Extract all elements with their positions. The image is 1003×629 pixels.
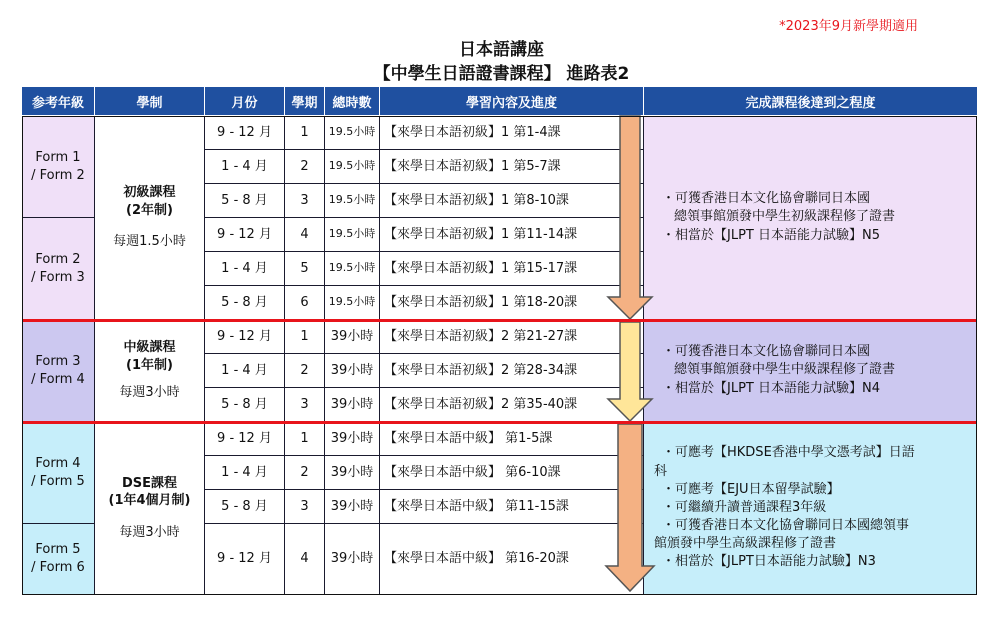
intermediate-result: ・可獲香港日本文化協會聯同日本國 總領事館頒發中學生中級課程修了證書 ・相當於【JLPT 日本語能力試驗】N4 bbox=[644, 320, 977, 422]
term-cell: 6 bbox=[285, 286, 325, 320]
dse-result: ・可應考【HKDSE香港中學文憑考試】日語 科 ・可應考【EJU日本留學試驗】 ・可繼續升讀普通課程3年級 ・可獲香港日本文化協會聯同日本國總領事 館頒發中學生高級課程修了證書 ・相當於【JLPT日本語能力試驗】N3 bbox=[644, 422, 977, 595]
header-content: 學習內容及進度 bbox=[380, 87, 644, 115]
content-cell: 【來學日本語初級】2 第21-27課 bbox=[380, 320, 644, 354]
month-cell: 9 - 12 月 bbox=[205, 116, 285, 150]
course-duration: (1年4個月制) bbox=[108, 493, 191, 509]
content-cell: 【來學日本語中級】 第6-10課 bbox=[380, 456, 644, 490]
hours-cell: 39小時 bbox=[325, 490, 380, 524]
month-cell: 9 - 12 月 bbox=[205, 320, 285, 354]
hours-cell: 19.5小時 bbox=[325, 218, 380, 252]
content-cell: 【來學日本語中級】 第1-5課 bbox=[380, 422, 644, 456]
header-system: 學制 bbox=[95, 87, 205, 115]
term-cell: 1 bbox=[285, 320, 325, 354]
term-cell: 2 bbox=[285, 456, 325, 490]
content-cell: 【來學日本語初級】2 第35-40課 bbox=[380, 388, 644, 422]
content-cell: 【來學日本語初級】1 第18-20課 bbox=[380, 286, 644, 320]
form-3-4-cell: Form 3 / Form 4 bbox=[22, 320, 95, 422]
month-cell: 9 - 12 月 bbox=[205, 218, 285, 252]
dse-course-cell bbox=[95, 422, 205, 595]
month-cell: 5 - 8 月 bbox=[205, 286, 285, 320]
page-subtitle: 【中學生日語證書課程】 進路表2 bbox=[373, 64, 630, 84]
hours-cell: 39小時 bbox=[325, 354, 380, 388]
term-cell: 5 bbox=[285, 252, 325, 286]
content-cell: 【來學日本語中級】 第11-15課 bbox=[380, 490, 644, 524]
hours-cell: 39小時 bbox=[325, 524, 380, 595]
header-hours: 總時數 bbox=[325, 87, 380, 115]
course-duration: (1年制) bbox=[126, 357, 173, 373]
hours-cell: 39小時 bbox=[325, 320, 380, 354]
intermediate-course-cell bbox=[95, 320, 205, 422]
hours-cell: 39小時 bbox=[325, 388, 380, 422]
content-cell: 【來學日本語初級】1 第8-10課 bbox=[380, 184, 644, 218]
hours-cell: 19.5小時 bbox=[325, 252, 380, 286]
course-name: 中級課程 bbox=[123, 340, 176, 356]
content-cell: 【來學日本語初級】1 第15-17課 bbox=[380, 252, 644, 286]
hours-cell: 19.5小時 bbox=[325, 150, 380, 184]
month-cell: 1 - 4 月 bbox=[205, 354, 285, 388]
content-cell: 【來學日本語中級】 第16-20課 bbox=[380, 524, 644, 595]
form-1-2-cell: Form 1 / Form 2 bbox=[22, 116, 95, 218]
term-cell: 2 bbox=[285, 150, 325, 184]
month-cell: 9 - 12 月 bbox=[205, 524, 285, 595]
form-4-5-cell: Form 4 / Form 5 bbox=[22, 422, 95, 524]
term-cell: 4 bbox=[285, 524, 325, 595]
month-cell: 1 - 4 月 bbox=[205, 150, 285, 184]
hours-cell: 39小時 bbox=[325, 422, 380, 456]
month-cell: 5 - 8 月 bbox=[205, 388, 285, 422]
course-duration: (2年制) bbox=[126, 202, 173, 218]
term-cell: 1 bbox=[285, 116, 325, 150]
month-cell: 5 - 8 月 bbox=[205, 490, 285, 524]
separator-2 bbox=[22, 421, 977, 424]
form-2-3-cell: Form 2 / Form 3 bbox=[22, 218, 95, 320]
separator-1 bbox=[22, 319, 977, 322]
term-cell: 1 bbox=[285, 422, 325, 456]
hours-cell: 19.5小時 bbox=[325, 286, 380, 320]
header-result: 完成課程後達到之程度 bbox=[644, 87, 977, 115]
month-cell: 1 - 4 月 bbox=[205, 252, 285, 286]
term-cell: 4 bbox=[285, 218, 325, 252]
header-grade: 参考年級 bbox=[22, 87, 95, 115]
course-name: DSE課程 bbox=[121, 475, 178, 491]
content-cell: 【來學日本語初級】1 第1-4課 bbox=[380, 116, 644, 150]
weekly-hours: 每週3小時 bbox=[119, 524, 180, 540]
header-term: 學期 bbox=[285, 87, 325, 115]
beginner-course-cell bbox=[95, 116, 205, 320]
term-cell: 2 bbox=[285, 354, 325, 388]
beginner-result: ・可獲香港日本文化協會聯同日本國 總領事館頒發中學生初級課程修了證書 ・相當於【JLPT 日本語能力試驗】N5 bbox=[644, 116, 977, 320]
semester-note: *2023年9月新學期適用 bbox=[779, 19, 918, 34]
hours-cell: 39小時 bbox=[325, 456, 380, 490]
content-cell: 【來學日本語初級】2 第28-34課 bbox=[380, 354, 644, 388]
month-cell: 9 - 12 月 bbox=[205, 422, 285, 456]
header-month: 月份 bbox=[205, 87, 285, 115]
term-cell: 3 bbox=[285, 490, 325, 524]
hours-cell: 19.5小時 bbox=[325, 184, 380, 218]
weekly-hours: 每週1.5小時 bbox=[113, 234, 186, 250]
month-cell: 1 - 4 月 bbox=[205, 456, 285, 490]
month-cell: 5 - 8 月 bbox=[205, 184, 285, 218]
term-cell: 3 bbox=[285, 184, 325, 218]
term-cell: 3 bbox=[285, 388, 325, 422]
weekly-hours: 每週3小時 bbox=[119, 385, 180, 401]
content-cell: 【來學日本語初級】1 第5-7課 bbox=[380, 150, 644, 184]
course-name: 初級課程 bbox=[123, 185, 176, 201]
page-title: 日本語講座 bbox=[459, 40, 544, 60]
content-cell: 【來學日本語初級】1 第11-14課 bbox=[380, 218, 644, 252]
hours-cell: 19.5小時 bbox=[325, 116, 380, 150]
form-5-6-cell: Form 5 / Form 6 bbox=[22, 524, 95, 595]
